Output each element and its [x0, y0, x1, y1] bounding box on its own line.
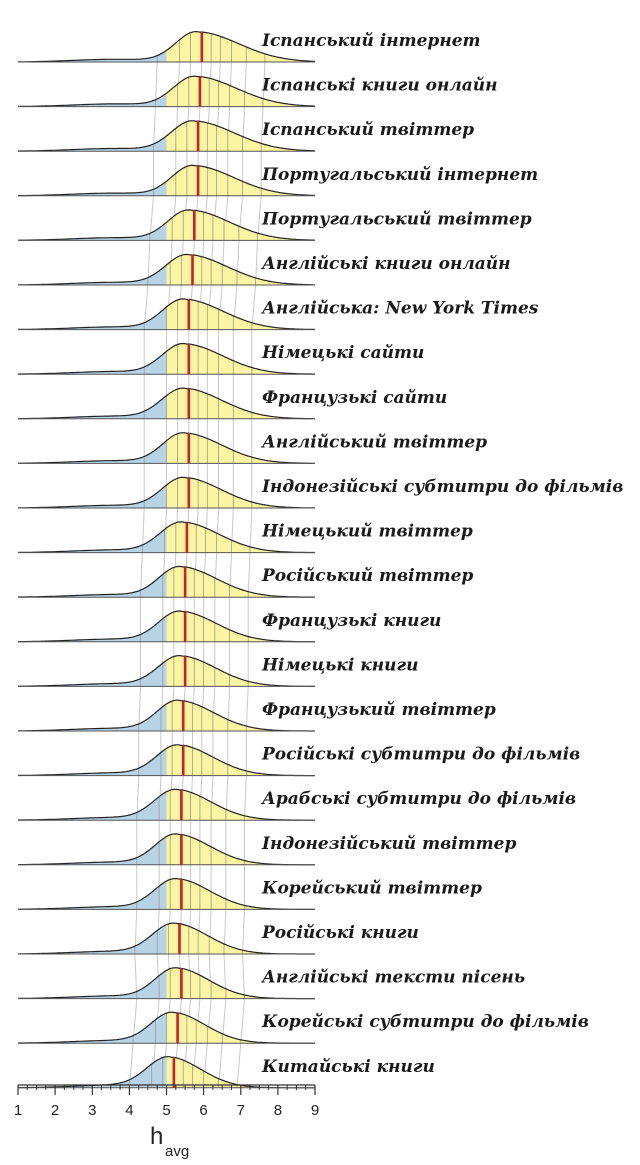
series-label: Російський твіттер	[262, 566, 474, 587]
lens-line	[246, 686, 248, 731]
ridge-low-area	[18, 704, 167, 731]
x-axis-label: h	[150, 1123, 164, 1150]
series-label: Індонезійський твіттер	[262, 833, 517, 854]
series-label: Португальський інтернет	[262, 164, 539, 185]
tick-label: 2	[50, 1102, 60, 1119]
ridge-low-area	[18, 970, 167, 998]
series-label: Іспанський твіттер	[262, 120, 475, 141]
series-label: Португальський твіттер	[262, 209, 532, 230]
ridge-low-area	[18, 792, 167, 821]
tick-label: 6	[199, 1102, 208, 1119]
tick-label: 5	[162, 1102, 171, 1119]
lens-line	[248, 553, 250, 598]
tick-label: 9	[310, 1102, 320, 1119]
series-labels	[260, 31, 623, 1077]
lens-line	[243, 954, 245, 999]
lens-line	[241, 999, 245, 1044]
lens-line	[237, 1043, 241, 1088]
series-label: Англійський твіттер	[262, 432, 488, 453]
series-label: Арабські субтитри до фільмів	[262, 789, 577, 810]
ridge-low-area	[18, 616, 167, 642]
tick-label: 7	[236, 1102, 245, 1119]
tick-label: 4	[125, 1102, 134, 1119]
series-label: Російські книги	[262, 923, 419, 943]
series-label: Російські субтитри до фільмів	[262, 744, 581, 765]
series-label: Французькі сайти	[262, 387, 448, 408]
tick-label: 8	[273, 1102, 283, 1119]
series-label: Іспанський інтернет	[262, 31, 481, 51]
lens-line	[243, 909, 245, 954]
tick-label: 1	[13, 1102, 23, 1119]
ridge-low-area	[18, 925, 167, 954]
series-label: Корейський твіттер	[262, 878, 482, 899]
ridge-low-area	[18, 1057, 167, 1088]
series-label: Англійські книги онлайн	[262, 254, 511, 274]
series-label: Німецькі книги	[262, 655, 419, 676]
lens-line	[250, 508, 252, 553]
ridge-low-area	[18, 528, 167, 553]
series-label: Корейські субтитри до фільмів	[262, 1012, 589, 1033]
series-label: Французькі книги	[262, 610, 442, 631]
series-label: Німецький твіттер	[262, 521, 473, 542]
series-label: Китайські книги	[262, 1056, 435, 1077]
ridge-low-area	[18, 748, 167, 775]
series-label: Англійська: New York Times	[262, 298, 539, 319]
series-label: Англійські тексти пісень	[262, 967, 526, 988]
ridge-low-area	[18, 265, 167, 285]
ridge-low-area	[18, 881, 167, 909]
series-label: Французький твіттер	[262, 700, 496, 720]
x-axis-label-subscript: avg	[165, 1143, 190, 1160]
series-label: Німецькі сайти	[262, 343, 425, 364]
ridge-low-area	[18, 572, 167, 598]
series-label: Іспанські книги онлайн	[262, 75, 498, 96]
lens-line	[245, 776, 247, 821]
ridge-low-area	[18, 837, 167, 865]
series-label: Індонезійські субтитри до фільмів	[262, 477, 624, 497]
x-axis	[14, 1085, 319, 1160]
tick-label: 3	[88, 1102, 97, 1119]
ridge-low-area	[18, 660, 167, 686]
